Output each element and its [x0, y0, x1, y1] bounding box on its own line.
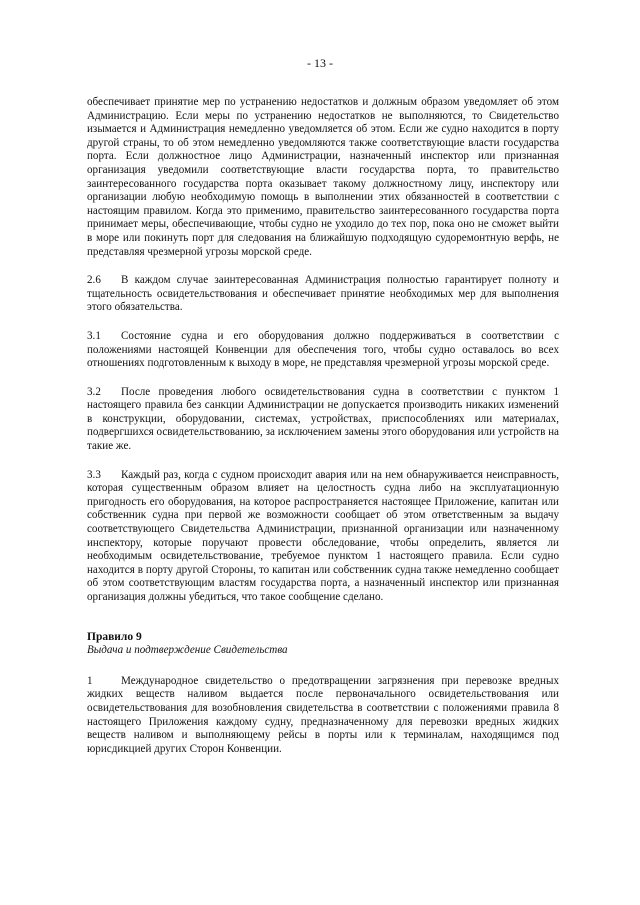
paragraph-text: Состояние судна и его оборудования должно поддерживаться в соответствии с положениями настоящей Конвенции для обеспечения того, чтобы судно оставалось во всех отношениях подготовленным к выходу в море, не представляя чрезмерной угрозы морской среде. — [87, 329, 559, 370]
paragraph-number: 3.1 — [87, 329, 101, 342]
paragraph-3-2 — [87, 386, 559, 454]
paragraph-number: 1 — [87, 674, 93, 687]
paragraph-number: 2.6 — [87, 274, 101, 287]
paragraph-rule9-1 — [87, 675, 559, 757]
paragraph-text: Каждый раз, когда с судном происходит авария или на нем обнаруживается неисправность, которая существенным образом влияет на целостность судна либо на эксплуатационную пригодность его оборудования, на которое распространяется настоящее Приложение, капитан или собственник судна при первой же возможности сообщает об этом ответственным за выдачу соответствующего Свидетельства Администрации, признанной организации или назначенному инспектору, которые поручают провести обследование, чтобы определить, является ли необходимым освидетельствование, требуемое пунктом 1 настоящего правила. Если судно находится в порту другой Стороны, то капитан или собственник судна также немедленно сообщает об этом соответствующим властям государства порта, а назначенный инспектор или признанная организация должны убедиться, что такое сообщение сделано. — [87, 468, 559, 603]
page-number: - 13 - — [307, 56, 333, 70]
paragraph-2-6 — [87, 274, 559, 315]
paragraph-text: После проведения любого освидетельствования судна в соответствии с пунктом 1 настоящего правила без санкции Администрации не допускается производить никаких изменений в конструкции, оборудовании, системах, устройствах, приспособлениях или материалах, подвергшихся освидетельствованию, за исключением замены этого оборудования или устройств на такие же. — [87, 385, 559, 453]
paragraph-continuation — [87, 96, 559, 259]
paragraph-number: 3.3 — [87, 468, 101, 481]
paragraph-3-3 — [87, 469, 559, 605]
rule-heading: Правило 9 — [87, 630, 142, 643]
paragraph-text: обеспечивает принятие мер по устранению недостатков и должным образом уведомляет об этом Администрацию. Если меры по устранению недостатков не выполняются, то Свидетельство изымается и Администрация немедленно уведомляется об этом. Если же судно находится в порту другой страны, то об этом немедленно уведомляются также соответствующие власти государства порта. Если должностное лицо Администрации, назначенный инспектор или признанная организация уведомили соответствующие власти государства порта, то правительство заинтересованного государства порта оказывает такому должностному лицу, инспектору или организации любую необходимую помощь в выполнении этих обязанностей в соответствии с настоящим правилом. Когда это применимо, правительство заинтересованного государства порта принимает меры, обеспечивающие, чтобы судно не уходило до тех пор, пока оно не сможет выйти в море или покинуть порт для следования на ближайшую подходящую судоремонтную верфь, не представляя чрезмерной угрозы морской среде. — [87, 96, 559, 258]
paragraph-text: Международное свидетельство о предотвращении загрязнения при перевозке вредных жидких веществ наливом выдается после первоначального освидетельствования или освидетельствования для возобновления свидетельства в соответствии с положениями правила 8 настоящего Приложения каждому судну, предназначенному для перевозки вредных жидких веществ наливом и выполняющему рейсы в порты или к терминалам, находящимся под юрисдикцией других Сторон Конвенции. — [87, 674, 559, 755]
paragraph-3-1 — [87, 330, 559, 371]
paragraph-text: В каждом случае заинтересованная Администрация полностью гарантирует полноту и тщательность освидетельствования и обеспечивает принятие необходимых мер для выполнения этого обязательства. — [87, 274, 559, 314]
paragraph-number: 3.2 — [87, 385, 101, 398]
rule-subtitle: Выдача и подтверждение Свидетельства — [87, 644, 288, 657]
document-body — [87, 96, 559, 771]
